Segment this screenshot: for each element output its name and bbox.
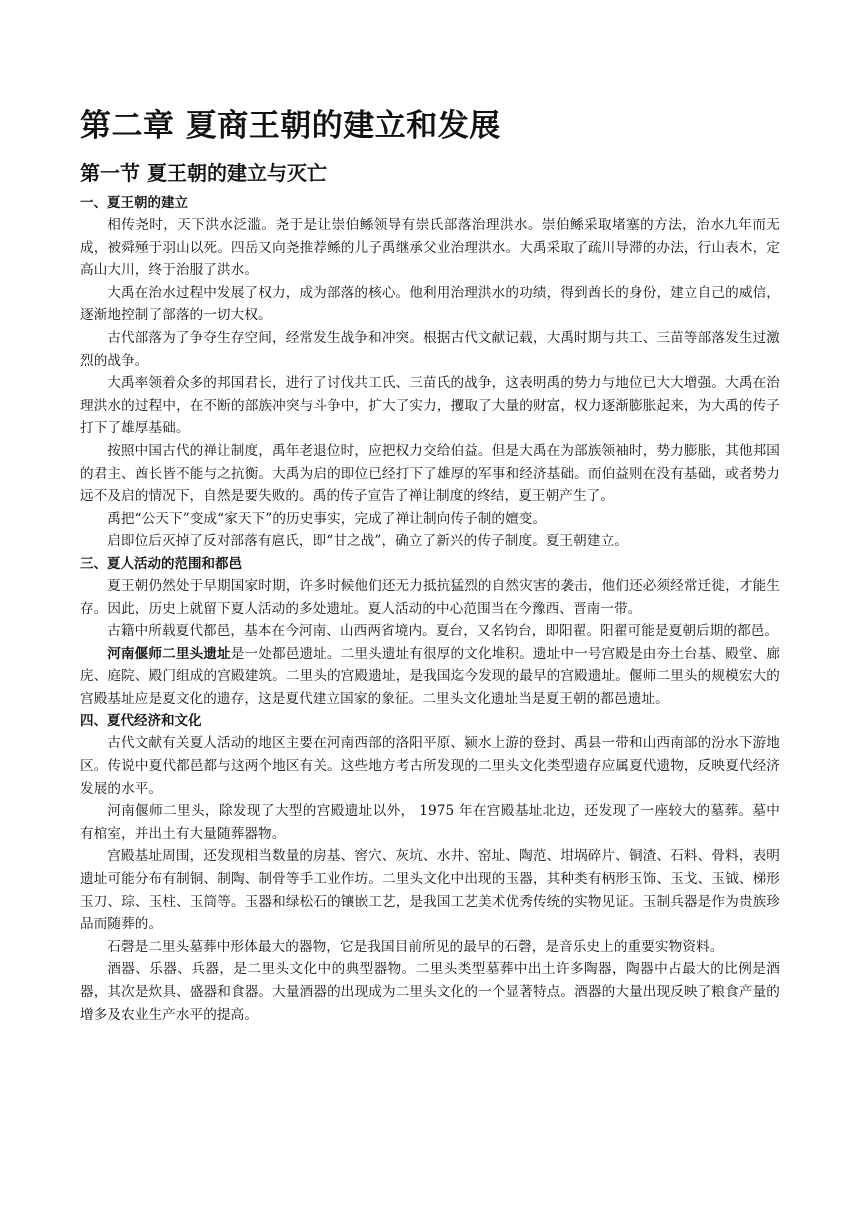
subsection-heading: 三、夏人活动的范围和都邑 <box>80 555 242 572</box>
paragraph: 古代文献有关夏人活动的地区主要在河南西部的洛阳平原、颍水上游的登封、禹县一带和山西南部的汾水下游地区。传说中夏代都邑都与这两个地区有关。这些地方考古所发现的二里头文化类型遗存应属夏代遗物，反映夏代经济发展的水平。 <box>80 735 780 797</box>
subsection-heading: 四、夏代经济和文化 <box>80 713 202 730</box>
paragraph: 古籍中所载夏代都邑，基本在今河南、山西两省境内。夏台，又名钧台，即阳翟。阳翟可能是夏朝后期的都邑。 <box>107 623 779 640</box>
paragraph: 大禹率领着众多的邦国君长，进行了讨伐共工氏、三苗氏的战争，这表明禹的势力与地位已大大增强。大禹在治理洪水的过程中，在不断的部族冲突与斗争中，扩大了实力，攫取了大量的财富，权力逐渐膨胀起来，为大禹的传子打下了雄厚基础。 <box>80 375 780 437</box>
section-title: 第一节 夏王朝的建立与灭亡 <box>80 161 327 185</box>
paragraph: 启即位后灭掉了反对部落有扈氏，即“甘之战”，确立了新兴的传子制度。夏王朝建立。 <box>107 533 628 550</box>
paragraph: 相传尧时，天下洪水泛滥。尧于是让崇伯鲧领导有崇氏部落治理洪水。崇伯鲧采取堵塞的方法，治水九年而无成，被舜殛于羽山以死。四岳又向尧推荐鲧的儿子禹继承父业治理洪水。大禹采取了疏川导滞的办法，行山表木，定高山大川，终于治服了洪水。 <box>80 217 780 279</box>
paragraph: 河南偃师二里头，除发现了大型的宫殿遗址以外， 1975 年在宫殿基址北边，还发现了一座较大的墓葬。墓中有棺室，并出土有大量随葬器物。 <box>80 803 780 842</box>
paragraph: 古代部落为了争夺生存空间，经常发生战争和冲突。根据古代文献记载，大禹时期与共工、三苗等部落发生过激烈的战争。 <box>80 329 780 369</box>
chapter-title: 第二章 夏商王朝的建立和发展 <box>80 108 501 144</box>
subsection-heading: 一、夏王朝的建立 <box>80 195 188 211</box>
paragraph: 宫殿基址周围，还发现相当数量的房基、窖穴、灰坑、水井、窑址、陶范、坩埚碎片、铜渣、石料、骨料，表明遗址可能分布有制铜、制陶、制骨等手工业作坊。二里头文化中出现的玉器，其种类有柄形玉饰、玉戈、玉钺、梯形玉刀、琮、玉柱、玉筒等。玉器和绿松石的镶嵌工艺，是我国工艺美术优秀传统的实物见证。玉制兵器是作为贵族珍品而随葬的。 <box>80 848 780 933</box>
paragraph: 按照中国古代的禅让制度，禹年老退位时，应把权力交给伯益。但是大禹在为部族领袖时，势力膨胀，其他邦国的君主、酋长皆不能与之抗衡。大禹为启的即位已经打下了雄厚的军事和经济基础。而伯益则在没有基础，或者势力远不及启的情况下，自然是要失败的。禹的传子宣告了禅让制度的终结，夏王朝产生了。 <box>80 442 780 505</box>
paragraph-erlitou <box>80 643 780 711</box>
document-page <box>80 104 780 1026</box>
section-xia-economy <box>80 710 780 1026</box>
paragraph: 禹把“公天下”变成“家天下”的历史事实，完成了禅让制向传子制的嬗变。 <box>107 510 547 527</box>
paragraph: 酒器、乐器、兵器，是二里头文化中的典型器物。二里头类型墓葬中出土许多陶器，陶器中占最大的比例是酒器，其次是炊具、盛器和食器。大量酒器的出现成为二里头文化的一个显著特点。酒器的大量出现反映了粮食产量的增多及农业生产水平的提高。 <box>80 961 780 1023</box>
paragraph: 大禹在治水过程中发展了权力，成为部落的核心。他利用治理洪水的功绩，得到酋长的身份，建立自己的威信，逐渐地控制了部落的一切大权。 <box>80 284 780 324</box>
section-xia-founding <box>80 192 780 553</box>
paragraph: 夏王朝仍然处于早期国家时期，许多时候他们还无力抵抗猛烈的自然灾害的袭击，他们还必须经常迁徙，才能生存。因此，历史上就留下夏人活动的多处遗址。夏人活动的中心范围当在今豫西、晋南一带。 <box>80 577 780 617</box>
paragraph-text: 是一处都邑遗址。二里头遗址有很厚的文化堆积。遗址中一号宫殿是由夯土台基、殿堂、廊庑、庭院、殿门组成的宫殿建筑。二里头的宫殿遗址，是我国迄今发现的最早的宫殿遗址。偃师二里头的规模宏大的宫殿基址应是夏文化的遗存，这是夏代建立国家的象征。二里头文化遗址当是夏王朝的都邑遗址。 <box>80 645 781 707</box>
bold-term: 河南偃师二里头遗址 <box>107 645 231 662</box>
section-xia-territory <box>80 553 780 711</box>
paragraph: 石磬是二里头墓葬中形体最大的器物，它是我国目前所见的最早的石磬，是音乐史上的重要实物资料。 <box>107 938 724 955</box>
